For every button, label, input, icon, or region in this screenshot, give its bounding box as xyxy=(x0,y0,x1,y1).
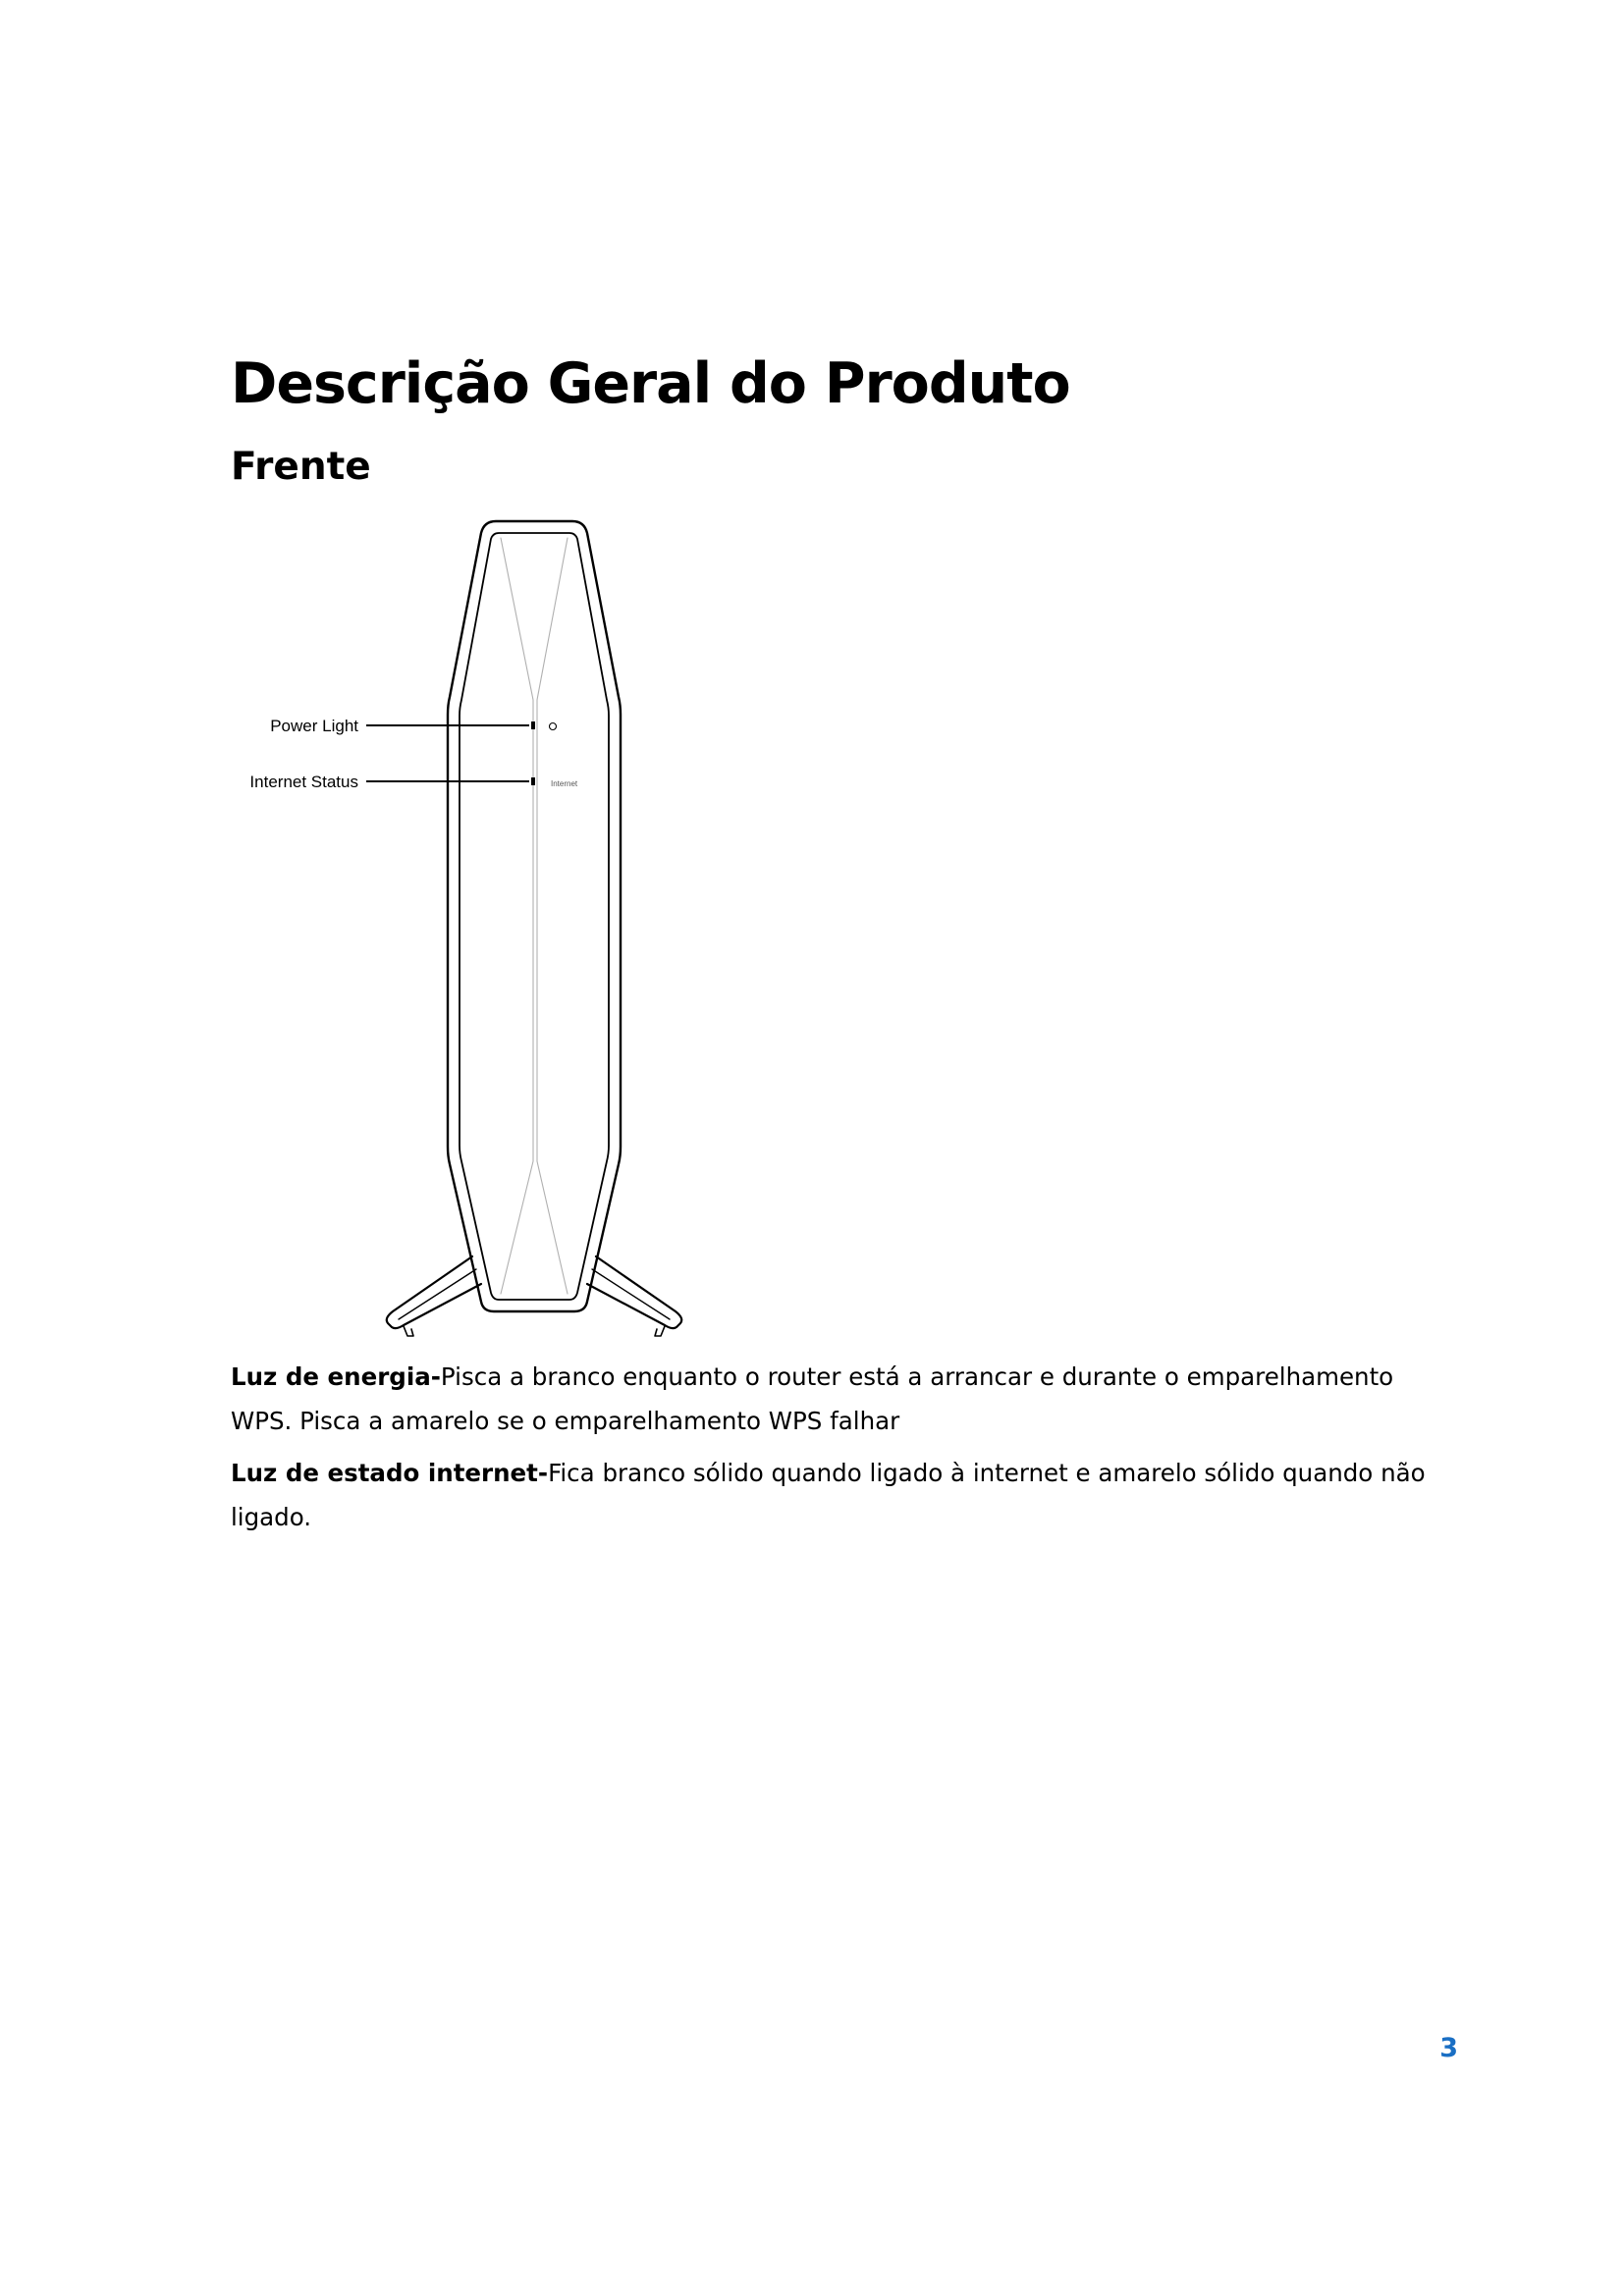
device-internet-label: Internet xyxy=(551,779,578,788)
power-light-term: Luz de energia- xyxy=(231,1362,441,1391)
section-title: Frente xyxy=(231,445,371,489)
page-title: Descrição Geral do Produto xyxy=(231,351,1070,416)
router-illustration xyxy=(387,521,681,1336)
power-light-label: Power Light xyxy=(270,717,358,735)
internet-status-description xyxy=(231,1451,1438,1539)
internet-status-label: Internet Status xyxy=(249,773,358,791)
router-front-diagram xyxy=(221,508,692,1353)
power-light-text: Pisca a branco enquanto o router está a arrancar e durante o emparelhamento WPS. Pisca a amarelo se o emparelhamento WPS falhar xyxy=(231,1362,1394,1435)
page-number: 3 xyxy=(1439,2033,1458,2063)
internet-status-term: Luz de estado internet- xyxy=(231,1459,549,1487)
power-light-description xyxy=(231,1355,1438,1443)
internet-status-text: Fica branco sólido quando ligado à internet e amarelo sólido quando não ligado. xyxy=(231,1459,1426,1531)
